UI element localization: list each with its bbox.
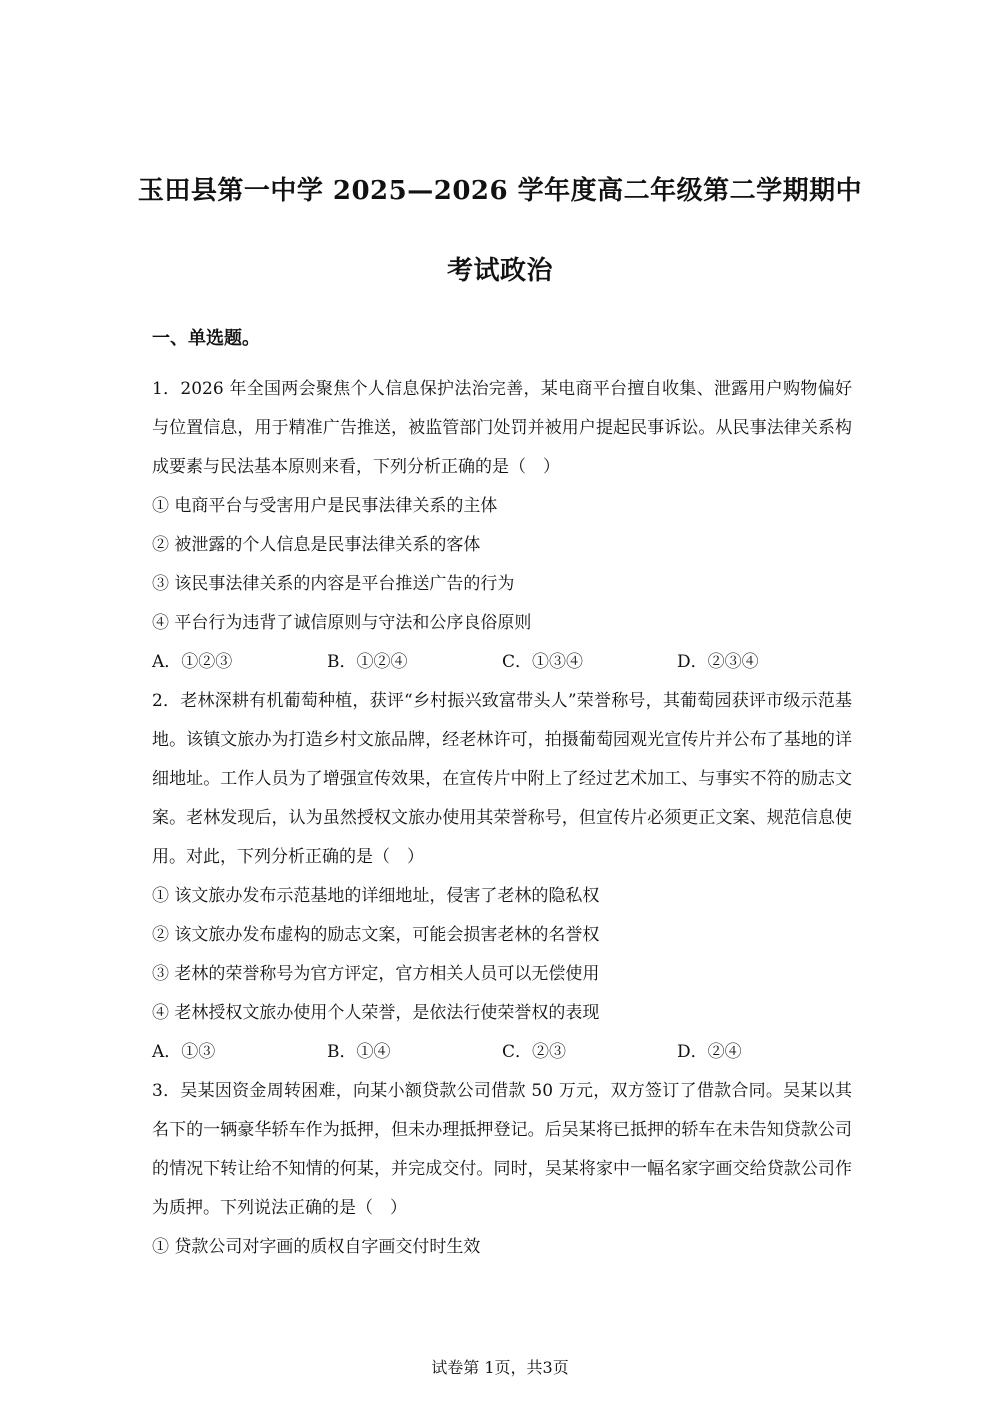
statement-option: ① 电商平台与受害用户是民事法律关系的主体: [152, 496, 498, 516]
question-list: [152, 370, 852, 1267]
choice-c: C．①③④: [502, 652, 584, 672]
choice-a: A．①③: [152, 1042, 216, 1062]
statement-option: ① 贷款公司对字画的质权自字画交付时生效: [152, 1237, 481, 1257]
statement-option: ③ 老林的荣誉称号为官方评定，官方相关人员可以无偿使用: [152, 964, 600, 984]
exam-title-line1: 玉田县第一中学 2025—2026 学年度高二年级第二学期期中: [137, 176, 863, 206]
choice-d: D．②③④: [677, 652, 759, 672]
statement-option: ④ 老林授权文旅办使用个人荣誉，是依法行使荣誉权的表现: [152, 1003, 600, 1023]
choice-b: B．①②④: [327, 652, 408, 672]
statement-option: ② 该文旅办发布虚构的励志文案，可能会损害老林的名誉权: [152, 925, 600, 945]
page-footer: 试卷第 1页，共3页: [431, 1358, 569, 1377]
question-stem: 2．老林深耕有机葡萄种植，获评“乡村振兴致富带头人”荣誉称号，其葡萄园获评市级示范基地。该镇文旅办为打造乡村文旅品牌，经老林许可，拍摄葡萄园观光宣传片并公布了基地的详细地址。工作人员为了增强宣传效果，在宣传片中附上了经过艺术加工、与事实不符的励志文案。老林发现后，认为虽然授权文旅办使用其荣誉称号，但宣传片必须更正文案、规范信息使用。对此，下列分析正确的是（ ）: [152, 691, 852, 867]
statement-option: ③ 该民事法律关系的内容是平台推送广告的行为: [152, 574, 515, 594]
statement-option: ④ 平台行为违背了诚信原则与守法和公序良俗原则: [152, 613, 532, 633]
statement-option: ① 该文旅办发布示范基地的详细地址，侵害了老林的隐私权: [152, 886, 600, 906]
exam-title-line2: 考试政治: [446, 256, 553, 286]
answer-choices: [152, 643, 852, 682]
section-heading: 一、单选题。: [152, 328, 260, 349]
question-stem: 3．吴某因资金周转困难，向某小额贷款公司借款 50 万元，双方签订了借款合同。吴某以其名下的一辆豪华轿车作为抵押，但未办理抵押登记。后吴某将已抵押的轿车在未告知贷款公司的情况下转让给不知情的何某，并完成交付。同时，吴某将家中一幅名家字画交给贷款公司作为质押。下列说法正确的是（ ）: [152, 1081, 852, 1218]
question-2: [152, 682, 852, 1072]
question-1: [152, 370, 852, 682]
choice-c: C．②③: [502, 1042, 567, 1062]
answer-choices: [152, 1033, 852, 1072]
choice-a: A．①②③: [152, 652, 233, 672]
question-stem: 1．2026 年全国两会聚焦个人信息保护法治完善，某电商平台擅自收集、泄露用户购物偏好与位置信息，用于精准广告推送，被监管部门处罚并被用户提起民事诉讼。从民事法律关系构成要素与民法基本原则来看，下列分析正确的是（ ）: [152, 379, 852, 477]
choice-b: B．①④: [327, 1042, 391, 1062]
question-3: [152, 1072, 852, 1267]
choice-d: D．②④: [677, 1042, 742, 1062]
statement-option: ② 被泄露的个人信息是民事法律关系的客体: [152, 535, 481, 555]
